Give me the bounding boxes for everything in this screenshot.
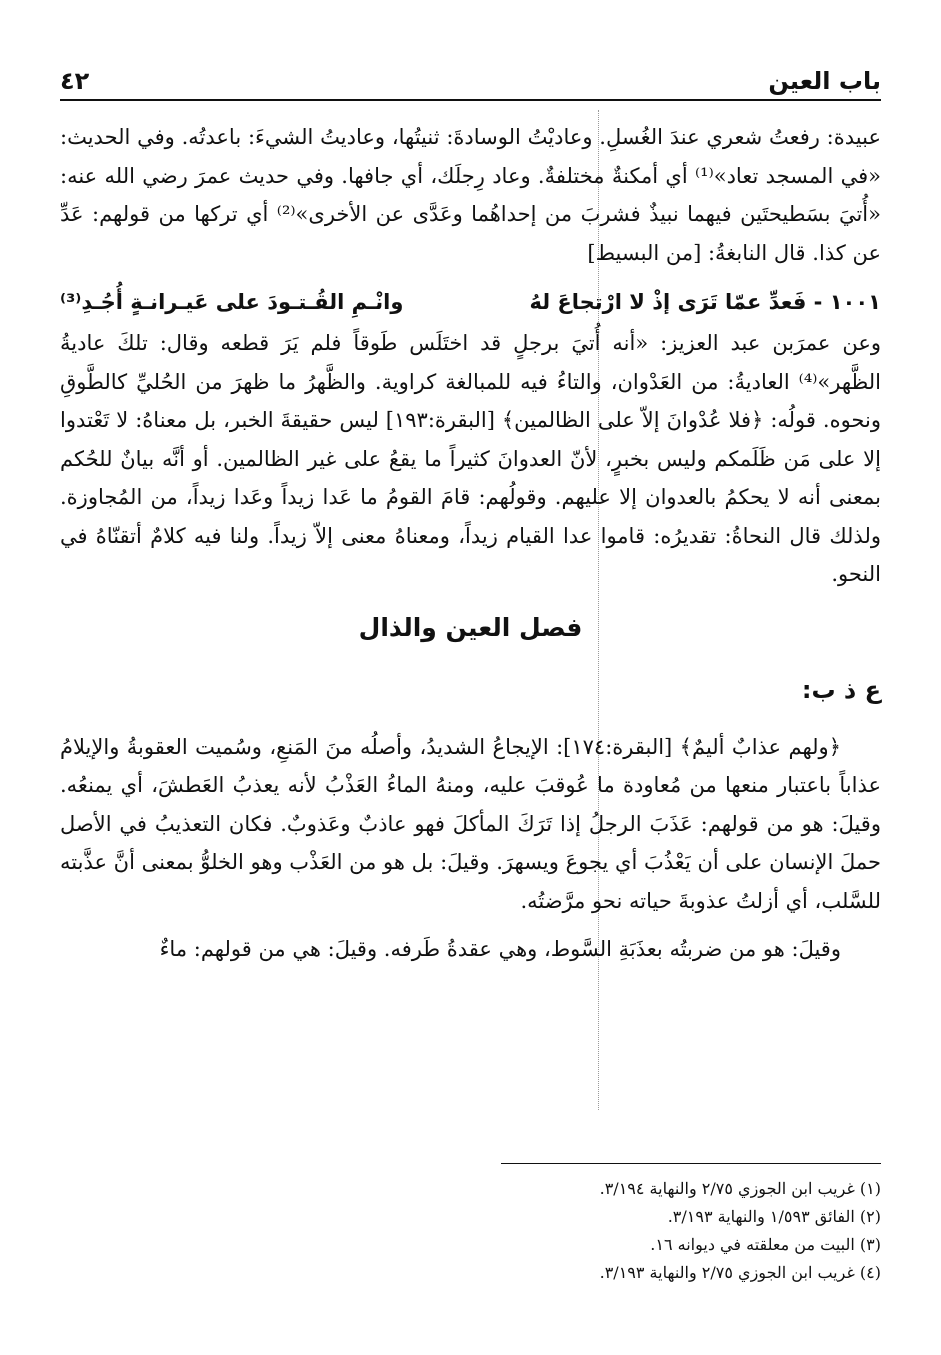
paragraph-1: عبيدة: رفعتُ شعري عندَ الغُسلِ. وعاديْتُ الوسادةَ: ثنيتُها، وعاديتُ الشيءَ: باعدتُه. وفي الحديث: «في المسجد تعاد»⁽¹⁾ أي أمكنةٌ مختلفةٌ. وعاد رِجلَك، أي جافها. وفي حديث عمرَ رضي الله عنه: «أُتيَ بسَطيحتَين فيهما نبيذٌ فشربَ من إحداهُما وعَدَّى عن الأخرى»⁽²⁾ أي تركها من قولهم: عَدِّ عن كذا. قال النابغةُ: [من البسيط] xyxy=(60,125,881,265)
footnotes xyxy=(60,1175,881,1287)
poetry-verse xyxy=(60,282,881,322)
footnote-item: (٤) غريب ابن الجوزي ٢/٧٥ والنهاية ٣/١٩٣. xyxy=(599,1263,881,1282)
chapter-title: باب العين xyxy=(768,67,881,95)
section-title: فصل العين والذال xyxy=(358,612,583,642)
paragraph-4: وقيلَ: هو من ضربتُه بعذَبَةِ السَّوط، وهي عقدةُ طَرفه. وقيلَ: هي من قولهم: ماءٌ xyxy=(159,937,841,961)
root-heading: ع ذ ب: xyxy=(801,675,881,704)
paragraph-3: ﴿ولهم عذابٌ أليمٌ﴾ [البقرة:١٧٤]: الإيجاعُ الشديدُ، وأصلُه منَ المَنعِ، وسُميت العقوبةُ والإيلامُ عذاباً باعتبار منعها من مُعاودة ما عُوقبَ عليه، ومنهُ الماءُ العَذْبُ لأنه يعذبُ العَطشَ، أي يمنعُه. وقيلَ: هو من قولهم: عَذَبَ الرجلُ إذا تَرَكَ المأكلَ فهو عاذبٌ وعَذوبٌ. فكان التعذيبُ في الأصل حملَ الإنسان على أن يَعْذُبَ أي يجوعَ ويسهرَ. وقيلَ: بل هو من العَذْب وهو الخلوُّ بمعنى أنَّ عذَّبته للسَّلب، أي أزلتُ عذوبةَ حياته نحو مرَّضتُه. xyxy=(60,734,881,913)
verse-first-hemistich: ١٠٠١ - فَعدِّ عمّا تَرَى إذْ لا ارْتجاعَ لهُ xyxy=(529,290,881,314)
footnote-item: (١) غريب ابن الجوزي ٢/٧٥ والنهاية ٣/١٩٤. xyxy=(599,1179,881,1198)
paragraph-2: وعن عمرَبن عبد العزيز: «أنه أُتيَ برجلٍ قد اختَلَس طَوقاً فلم يَرَ قطعه وقال: تلكَ عاديةُ الظَّهر»⁽⁴⁾ العاديةُ: من العَدْوان، والتاءُ فيه للمبالغة كراوية. والظَّهرُ ما ظهرَ من الحُليِّ كالطَّوقِ ونحوه. قولُه: ﴿فلا عُدْوانَ إلاّ على الظالمين﴾ [البقرة:١٩٣] ليس حقيقةَ الخبر، بل معناهُ: لا تَعْتدوا إلا على مَن ظَلَمكم وليس بخبرٍ، لأنّ العدوانَ كثيراً ما يقعُ على غير الظالمين. أو أنَّه بيانٌ للحُكم بمعنى أنه لا يحكمُ بالعدوان إلا عليهم. وقولُهم: قامَ القومُ ما عَدا زيداً وعَدا زيداً، من المُجاوزة. ولذلك قال النحاةُ: تقديرُه: قاموا عدا القيام زيداً، ومعناهُ معنى إلاّ زيداً. ولنا فيه كلامٌ أتقنّاهُ في النحو. xyxy=(60,331,881,586)
main-text xyxy=(60,118,881,969)
page-number: ٤٢ xyxy=(60,67,90,95)
verse-second-hemistich: وانْـمِ القُـتـودَ على عَيـرانـةٍ أُجُـدِ⁽³⁾ xyxy=(60,290,404,314)
footnote-item: (٣) البيت من معلقته في ديوانه ١٦. xyxy=(650,1235,881,1254)
footnote-item: (٢) الفائق ١/٥٩٣ والنهاية ٣/١٩٣. xyxy=(667,1207,881,1226)
footnote-separator xyxy=(501,1163,881,1164)
page-header xyxy=(60,55,881,101)
